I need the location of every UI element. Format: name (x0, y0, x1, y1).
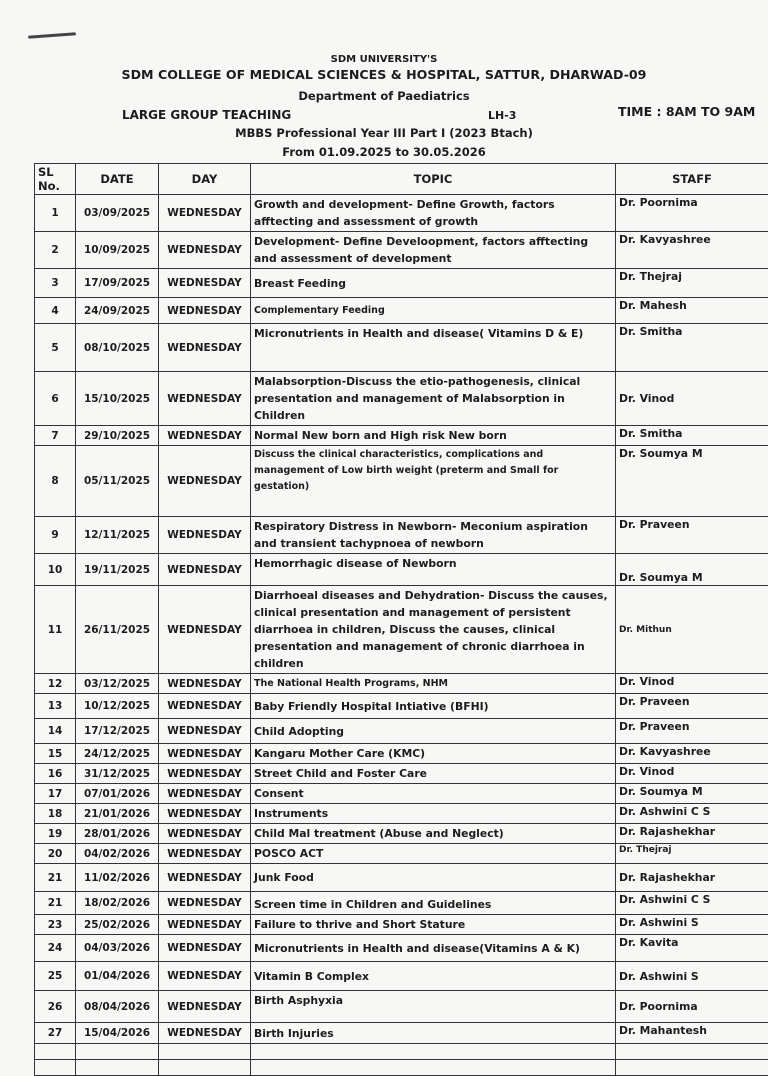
staff-cell: Dr. Praveen (616, 719, 768, 744)
staff-cell: Dr. Vinod (616, 372, 768, 426)
day-cell: WEDNESDAY (159, 586, 251, 674)
date-cell: 12/11/2025 (76, 517, 159, 554)
department-name: Department of Paediatrics (0, 89, 768, 103)
date-cell: 01/04/2026 (76, 962, 159, 991)
date-cell: 25/02/2026 (76, 915, 159, 935)
staff-cell: Dr. Poornima (616, 991, 768, 1023)
topic-cell: Development- Define Develoopment, factors afftecting and assessment of development (251, 232, 616, 269)
day-cell: WEDNESDAY (159, 674, 251, 694)
topic-cell: Birth Injuries (251, 1023, 616, 1044)
day-cell: WEDNESDAY (159, 269, 251, 298)
date-cell: 10/09/2025 (76, 232, 159, 269)
day-cell: WEDNESDAY (159, 554, 251, 586)
sl-cell: 11 (35, 586, 76, 674)
staff-cell: Dr. Mithun (616, 586, 768, 674)
table-row (35, 784, 768, 804)
sl-cell: 13 (35, 694, 76, 719)
day-cell: WEDNESDAY (159, 892, 251, 915)
day-cell: WEDNESDAY (159, 804, 251, 824)
date-cell: 08/04/2026 (76, 991, 159, 1023)
day-cell: WEDNESDAY (159, 784, 251, 804)
table-row (35, 804, 768, 824)
table-row (35, 1023, 768, 1044)
date-cell: 08/10/2025 (76, 324, 159, 372)
topic-cell: Normal New born and High risk New born (251, 426, 616, 446)
col-header-staff: STAFF (616, 164, 768, 195)
staff-cell: Dr. Kavyashree (616, 232, 768, 269)
day-cell: WEDNESDAY (159, 744, 251, 764)
date-cell: 18/02/2026 (76, 892, 159, 915)
table-row (35, 824, 768, 844)
topic-cell: POSCO ACT (251, 844, 616, 864)
table-row (35, 764, 768, 784)
date-cell: 05/11/2025 (76, 446, 159, 517)
sl-cell: 3 (35, 269, 76, 298)
staff-cell: Dr. Thejraj (616, 844, 768, 864)
table-row (35, 915, 768, 935)
date-cell: 15/04/2026 (76, 1023, 159, 1044)
table-row (35, 372, 768, 426)
topic-cell: Diarrhoeal diseases and Dehydration- Discuss the causes, clinical presentation and management of persistent diarrhoea in children, Discuss the causes, clinical presentation and management of chronic diarrhoea in children (251, 586, 616, 674)
table-row (35, 991, 768, 1023)
day-cell: WEDNESDAY (159, 372, 251, 426)
staff-cell: Dr. Smitha (616, 426, 768, 446)
sl-cell: 9 (35, 517, 76, 554)
table-row (35, 962, 768, 991)
sl-cell: 10 (35, 554, 76, 586)
empty-table-row (35, 1044, 768, 1060)
table-row (35, 554, 768, 586)
university-name: SDM UNIVERSITY'S (0, 54, 768, 65)
date-cell: 07/01/2026 (76, 784, 159, 804)
topic-cell: Screen time in Children and Guidelines (251, 892, 616, 915)
col-header-sl: SL No. (35, 164, 76, 195)
table-row (35, 195, 768, 232)
table-row (35, 844, 768, 864)
day-cell: WEDNESDAY (159, 1023, 251, 1044)
day-cell: WEDNESDAY (159, 844, 251, 864)
table-row (35, 232, 768, 269)
date-cell: 21/01/2026 (76, 804, 159, 824)
day-cell: WEDNESDAY (159, 232, 251, 269)
day-cell: WEDNESDAY (159, 195, 251, 232)
date-cell: 19/11/2025 (76, 554, 159, 586)
sl-cell: 6 (35, 372, 76, 426)
date-cell: 26/11/2025 (76, 586, 159, 674)
topic-cell: Child Mal treatment (Abuse and Neglect) (251, 824, 616, 844)
staff-cell: Dr. Praveen (616, 694, 768, 719)
table-row (35, 324, 768, 372)
day-cell: WEDNESDAY (159, 991, 251, 1023)
date-cell: 24/12/2025 (76, 744, 159, 764)
table-row (35, 935, 768, 962)
day-cell: WEDNESDAY (159, 935, 251, 962)
topic-cell: Vitamin B Complex (251, 962, 616, 991)
sl-cell: 8 (35, 446, 76, 517)
topic-cell: Junk Food (251, 864, 616, 892)
topic-cell: Birth Asphyxia (251, 991, 616, 1023)
topic-cell: Failure to thrive and Short Stature (251, 915, 616, 935)
empty-cell (616, 1060, 768, 1076)
staff-cell: Dr. Mahantesh (616, 1023, 768, 1044)
table-row (35, 426, 768, 446)
topic-cell: Respiratory Distress in Newborn- Meconium aspiration and transient tachypnoea of newborn (251, 517, 616, 554)
day-cell: WEDNESDAY (159, 719, 251, 744)
sl-cell: 25 (35, 962, 76, 991)
empty-table-row (35, 1060, 768, 1076)
sl-cell: 21 (35, 892, 76, 915)
table-row (35, 864, 768, 892)
staff-cell: Dr. Thejraj (616, 269, 768, 298)
sl-cell: 23 (35, 915, 76, 935)
staff-cell: Dr. Ashwini S (616, 915, 768, 935)
staff-cell: Dr. Vinod (616, 764, 768, 784)
day-cell: WEDNESDAY (159, 915, 251, 935)
empty-cell (251, 1044, 616, 1060)
sl-cell: 2 (35, 232, 76, 269)
sl-cell: 19 (35, 824, 76, 844)
col-header-date: DATE (76, 164, 159, 195)
topic-cell: Baby Friendly Hospital Intiative (BFHI) (251, 694, 616, 719)
schedule-period: From 01.09.2025 to 30.05.2026 (0, 145, 768, 159)
topic-cell: Instruments (251, 804, 616, 824)
day-cell: WEDNESDAY (159, 962, 251, 991)
empty-cell (76, 1044, 159, 1060)
sl-cell: 24 (35, 935, 76, 962)
empty-cell (35, 1060, 76, 1076)
course-title: MBBS Professional Year III Part I (2023 Btach) (0, 126, 768, 140)
table-row (35, 892, 768, 915)
topic-cell: Street Child and Foster Care (251, 764, 616, 784)
table-row (35, 719, 768, 744)
sl-cell: 7 (35, 426, 76, 446)
topic-cell: Discuss the clinical characteristics, complications and management of Low birth weight (preterm and Small for gestation) (251, 446, 616, 517)
table-row (35, 298, 768, 324)
staff-cell: Dr. Soumya M (616, 784, 768, 804)
document-header (0, 0, 768, 165)
topic-cell: Malabsorption-Discuss the etio-pathogenesis, clinical presentation and management of Malabsorption in Children (251, 372, 616, 426)
topic-cell: Hemorrhagic disease of Newborn (251, 554, 616, 586)
staff-cell: Dr. Ashwini S (616, 962, 768, 991)
staff-cell: Dr. Mahesh (616, 298, 768, 324)
staff-cell: Dr. Smitha (616, 324, 768, 372)
table-row (35, 446, 768, 517)
topic-cell: Micronutrients in Health and disease(Vitamins A & K) (251, 935, 616, 962)
date-cell: 03/09/2025 (76, 195, 159, 232)
topic-cell: Micronutrients in Health and disease( Vitamins D & E) (251, 324, 616, 372)
college-name: SDM COLLEGE OF MEDICAL SCIENCES & HOSPITAL, SATTUR, DHARWAD-09 (0, 67, 768, 82)
day-cell: WEDNESDAY (159, 694, 251, 719)
sl-cell: 16 (35, 764, 76, 784)
sl-cell: 15 (35, 744, 76, 764)
empty-cell (616, 1044, 768, 1060)
staff-cell: Dr. Poornima (616, 195, 768, 232)
topic-cell: The National Health Programs, NHM (251, 674, 616, 694)
col-header-topic: TOPIC (251, 164, 616, 195)
date-cell: 04/02/2026 (76, 844, 159, 864)
sl-cell: 20 (35, 844, 76, 864)
staff-cell: Dr. Soumya M (616, 554, 768, 586)
sl-cell: 1 (35, 195, 76, 232)
class-time: TIME : 8AM TO 9AM (618, 104, 755, 119)
table-row (35, 744, 768, 764)
table-row (35, 674, 768, 694)
day-cell: WEDNESDAY (159, 324, 251, 372)
table-row (35, 269, 768, 298)
date-cell: 29/10/2025 (76, 426, 159, 446)
day-cell: WEDNESDAY (159, 298, 251, 324)
staff-cell: Dr. Ashwini C S (616, 804, 768, 824)
day-cell: WEDNESDAY (159, 426, 251, 446)
date-cell: 17/09/2025 (76, 269, 159, 298)
staff-cell: Dr. Rajashekhar (616, 824, 768, 844)
date-cell: 31/12/2025 (76, 764, 159, 784)
schedule-table (34, 163, 768, 1076)
topic-cell: Complementary Feeding (251, 298, 616, 324)
date-cell: 04/03/2026 (76, 935, 159, 962)
staff-cell: Dr. Kavita (616, 935, 768, 962)
staff-cell: Dr. Praveen (616, 517, 768, 554)
sl-cell: 17 (35, 784, 76, 804)
date-cell: 17/12/2025 (76, 719, 159, 744)
sl-cell: 18 (35, 804, 76, 824)
col-header-day: DAY (159, 164, 251, 195)
day-cell: WEDNESDAY (159, 517, 251, 554)
sl-cell: 26 (35, 991, 76, 1023)
day-cell: WEDNESDAY (159, 864, 251, 892)
date-cell: 03/12/2025 (76, 674, 159, 694)
topic-cell: Consent (251, 784, 616, 804)
table-row (35, 517, 768, 554)
sl-cell: 12 (35, 674, 76, 694)
date-cell: 10/12/2025 (76, 694, 159, 719)
sl-cell: 14 (35, 719, 76, 744)
empty-cell (159, 1044, 251, 1060)
topic-cell: Child Adopting (251, 719, 616, 744)
sl-cell: 21 (35, 864, 76, 892)
staff-cell: Dr. Vinod (616, 674, 768, 694)
sl-cell: 5 (35, 324, 76, 372)
topic-cell: Breast Feeding (251, 269, 616, 298)
date-cell: 11/02/2026 (76, 864, 159, 892)
day-cell: WEDNESDAY (159, 446, 251, 517)
staff-cell: Dr. Rajashekhar (616, 864, 768, 892)
topic-cell: Growth and development- Define Growth, factors afftecting and assessment of growth (251, 195, 616, 232)
sl-cell: 27 (35, 1023, 76, 1044)
staff-cell: Dr. Kavyashree (616, 744, 768, 764)
table-row (35, 694, 768, 719)
date-cell: 24/09/2025 (76, 298, 159, 324)
date-cell: 28/01/2026 (76, 824, 159, 844)
empty-cell (35, 1044, 76, 1060)
empty-cell (251, 1060, 616, 1076)
day-cell: WEDNESDAY (159, 764, 251, 784)
topic-cell: Kangaru Mother Care (KMC) (251, 744, 616, 764)
date-cell: 15/10/2025 (76, 372, 159, 426)
table-row (35, 586, 768, 674)
teaching-type: LARGE GROUP TEACHING (122, 108, 291, 122)
day-cell: WEDNESDAY (159, 824, 251, 844)
table-header-row (35, 164, 768, 195)
empty-cell (159, 1060, 251, 1076)
staff-cell: Dr. Ashwini C S (616, 892, 768, 915)
staff-cell: Dr. Soumya M (616, 446, 768, 517)
sl-cell: 4 (35, 298, 76, 324)
empty-cell (76, 1060, 159, 1076)
lecture-hall: LH-3 (488, 109, 516, 122)
